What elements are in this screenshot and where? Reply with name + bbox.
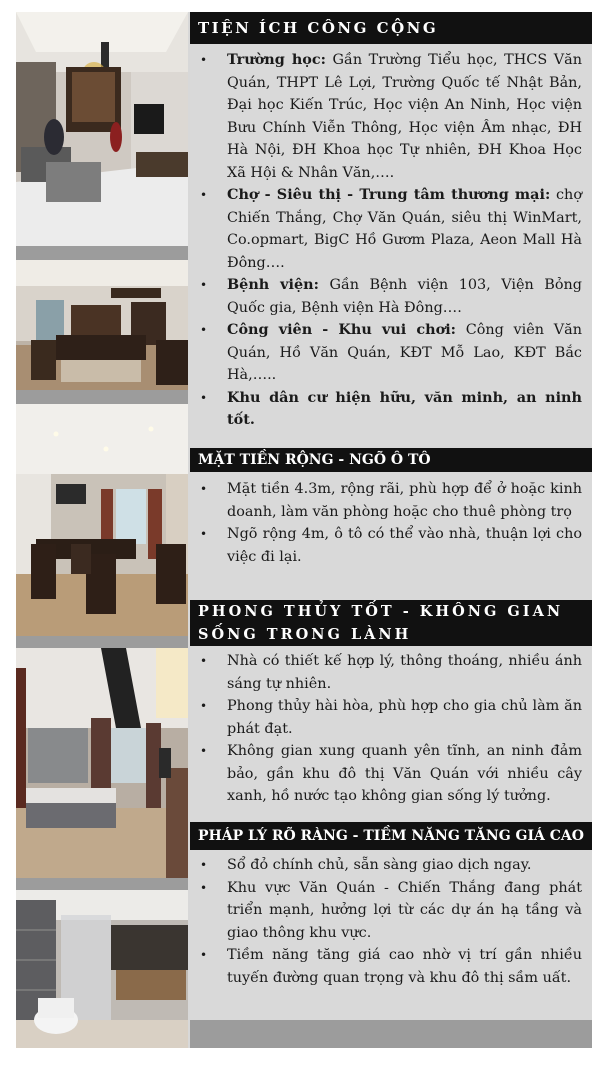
feng-shui-list: [190, 646, 592, 808]
bathroom-photo: [16, 890, 188, 1048]
list-item: • Chợ - Siêu thị - Trung tâm thương mại: chợ Chiến Thắng, Chợ Văn Quán, siêu thị WinMart, Co.opmart, BigC Hồ Gươm Plaza, Aeon Mall Hà Đông….: [227, 184, 582, 274]
section-title: PHÁP LÝ RÕ RÀNG - TIỀM NĂNG TĂNG GIÁ CAO: [190, 822, 592, 850]
list-item: • Khu vực Văn Quán - Chiến Thắng đang phát triển mạnh, hưởng lợi từ các dự án hạ tầng và giao thông khu vực.: [227, 877, 582, 945]
section-title: TIỆN ÍCH CÔNG CỘNG: [190, 12, 592, 44]
kitchen-dining-photo: [16, 404, 188, 636]
photo-divider: [16, 878, 188, 890]
list-item: • Sổ đỏ chính chủ, sẵn sàng giao dịch ngay.: [227, 854, 582, 877]
public-amenities-section: [190, 12, 592, 446]
section-title: PHONG THỦY TỐT - KHÔNG GIAN SỐNG TRONG LÀNH: [190, 600, 592, 646]
photo-divider: [16, 390, 188, 404]
list-item: • Khu dân cư hiện hữu, văn minh, an ninh tốt.: [227, 387, 582, 432]
feng-shui-section: [190, 600, 592, 834]
dining-room-photo: [16, 260, 188, 390]
bedroom-photo: [16, 648, 188, 878]
list-item: • Bệnh viện: Gần Bệnh viện 103, Viện Bỏng Quốc gia, Bệnh viện Hà Đông….: [227, 274, 582, 319]
legal-section: [190, 822, 592, 1048]
list-item: • Công viên - Khu vui chơi: Công viên Văn Quán, Hồ Văn Quán, KĐT Mỗ Lao, KĐT Bắc Hà,…..: [227, 319, 582, 387]
photo-divider: [16, 246, 188, 260]
footer-bar: [190, 1020, 592, 1048]
living-room-photo: [16, 12, 188, 246]
legal-list: [190, 850, 592, 989]
list-item: • Mặt tiền 4.3m, rộng rãi, phù hợp để ở hoặc kinh doanh, làm văn phòng hoặc cho thuê phòng trọ: [227, 478, 582, 523]
list-item: • Nhà có thiết kế hợp lý, thông thoáng, nhiều ánh sáng tự nhiên.: [227, 650, 582, 695]
list-item: • Phong thủy hài hòa, phù hợp cho gia chủ làm ăn phát đạt.: [227, 695, 582, 740]
list-item: • Ngõ rộng 4m, ô tô có thể vào nhà, thuận lợi cho việc đi lại.: [227, 523, 582, 568]
list-item: • Tiềm năng tăng giá cao nhờ vị trí gần nhiều tuyến đường quan trọng và khu đô thị sầm uất.: [227, 944, 582, 989]
list-item: • Trường học: Gần Trường Tiểu học, THCS Văn Quán, THPT Lê Lợi, Trường Quốc tế Nhật Bản, Đại học Kiến Trúc, Học viện An Ninh, Học viện Bưu Chính Viễn Thông, Học viện Âm nhạc, ĐH Hà Nội, ĐH Khoa học Tự nhiên, ĐH Khoa Học Xã Hội & Nhân Văn,….: [227, 49, 582, 184]
frontage-section: [190, 448, 592, 610]
frontage-list: [190, 472, 592, 568]
list-item: • Không gian xung quanh yên tĩnh, an ninh đảm bảo, gần khu đô thị Văn Quán với nhiều cây xanh, hồ nước tạo không gian sống lý tưởng.: [227, 740, 582, 808]
photo-divider: [16, 636, 188, 648]
amenities-list: [190, 44, 592, 432]
section-title: MẶT TIỀN RỘNG - NGÕ Ô TÔ: [190, 448, 592, 472]
